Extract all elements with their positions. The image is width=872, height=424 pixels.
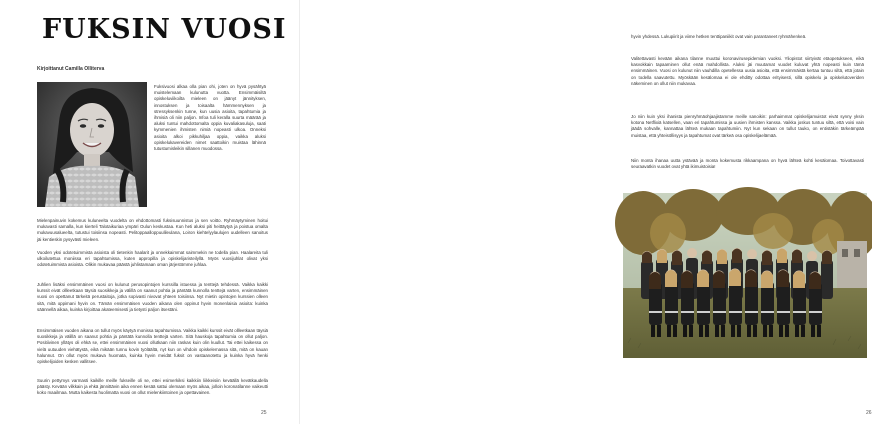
paragraph: Niin monta ihanaa uutta ystävää ja monta kokemusta rikkaampana on hyvä lähteä kohti kesälomaa. Toivottavasti seuraavatkin vuodet ovat yhtä ikimuistoisia!: [631, 158, 864, 170]
page-number-left: 25: [261, 410, 267, 416]
paragraph: Ensimmäisen vuoden aikana on tullut myös käytyä monissa tapahtumissa. Vaikka kaikki kurssit eivät ollleetkaan täysiä suosikkeja ja välillä on saanut pohtia ja päntätä kunnolla tenttejä varten. Sitä hauskoja tapahtumia on ollut paljon. Positiivinen yllätys oli ehkä se, ettei ensimmäinen vuosi ollutkaan niin raskas kuin olin kuullut. Tai ettei kaikessa on vielä uutuuden viehätystä, eikä mikään tunnu kovin työläältä, nyt kun on vihdoin opiskelemassa sitä, mitä on kauan halunnut. On ollut myös mukava huomata, kuinka hyvin meidät fuksit on vastaanotettu ja kuinka hyvä henki opiskelijoiden kesken vallitsee.: [37, 328, 268, 365]
group-photo: [623, 193, 867, 358]
paragraph: Juhlien lisäksi ensimmäinen vuosi on kulunut perusopintojen kurssilla istuessa ja tenttejä tehdessä. Vaikka kaikki kurssit eivät ollleetkaan täysiä suosikkeja ja välillä on saanut pohtia ja päntätä kunnolla tenttejä varten, ensimmäinen vuosi on opettanut tärkeitä perustaitoja, jotka sopivasti nivovat yhteen toisiinsa. Nyt mietin opintojen kurssien olleen sitä, mitä oppimani hyvin on. Tämän ensimmäisen vuoden aikana olen oppinut hyvin monenlaisia asioita: kuinka säännellä aikaa, kuinka kirjoittaa akateemisesti ja tietysti paljon itsestäni.: [37, 282, 268, 312]
paragraph: Suurin pettymys varmasti kaikille meille fukseille oli se, ettei esimerkiksi kaikkiin liikkeisiin keväällä kevätkaudella päästy. Kevään vilkkain ja ehkä jännittävin aika ennen kesää sattui olemaan myös aikaa, jolloin koronatilanne vaikeutti koko maailmaa. Mutta kaikesta huolimatta vuosi on ollut mielenkiintoinen ja opettavainen.: [37, 378, 268, 396]
group-photo-icon: [623, 193, 867, 358]
intro-side-column: Fuksivuosi alkaa olla pian ohi, joten on hyvä pysähtyä muistelemaan kulunutta vuotta. Ensimmäisiltä opiskeluviikoilta mieleen on jäänyt jännityksen, innostuksen ja toisaalta hämmennyksen ja stressyksenkin tunne, kun uusia asioita, tapahtumia ja ihmisiä oli niin paljon. Infoa tuli keralla suurta määrää ja aluksi tuntui mahdottomalta oppia kuvaliakasuluja, saati kymmenien ihmisten nimiä nopeasti ulkoa. Onneksi asioita alkoi pikkuhiljaa oppia, vaikka aluksi opiskelukavereiden nimet saattoikin muistaa lähinnä tutustumisleikin sillanen muodossa.: [154, 84, 266, 152]
page-number-right: 26: [866, 410, 872, 416]
portrait-photo-icon: [37, 82, 147, 207]
article-byline: Kirjoittanut Camilla Olliterva: [37, 66, 105, 72]
article-title: FUKSIN VUOSI: [42, 14, 287, 45]
paragraph: hyvin yhdessä. Lukupiirit ja viime hetken tenttipaniikit ovat vain parantaneet ryhmähenkeä.: [631, 34, 807, 39]
paragraph: Vuoden yksi odotetuimmista asioista oli tietenkin haalarit ja onnekkaimmat saimmekin ne todella pian. Haalareita tuli ulkoilutettua moniissa eri tapahtumissa, kuten appropilla ja opiskelijaristeilyllä. Myös vuosijuhlat olivat yksi odotetuimmista asioista. Olikin mukavaa päästä juhlistamaan oman järjestömme juhlaa.: [37, 250, 268, 268]
left-page: [0, 0, 300, 424]
portrait-photo: [37, 82, 147, 207]
right-page: [300, 0, 872, 424]
paragraph: Mielenpainuvin kokemus kuluneelta vuodelta on ehdottomasti fuksisuunnistus ja sen voitto. Ryhmäytyminen hoitui mukavasti samalla, kun kierteli Talotaikuriaa ympäri Oulun keskustaa. Kun heti aluksi piti heittäytyä ja poistua omalta mukavuusalueelta, tutustui toisiinsa nopeasti. Pelitoppaalloppuulileulana, Loiron kiehtelyylaulujen uudelleen sanoitus jäi kentieskin pysyvästi mieleen.: [37, 218, 268, 242]
paragraph: Jo niin kuin yksi ihanista pienryhmäohjaajistamme meille sanoikin: parhaimmat opiskelijamuistot eivät synny yksin kotona Netflixiä katsellen, vaan eri tapahtumissa ja uusien ihmisten kanssa. Vaikka joskus tuntuu siltä, että voisi vain jäädä sohvalle, kannattaa lähteä mukaan tapahtumiin. Nyt kun sekaan on tullut tauko, on entistäkin tärkeämpää muistaa, että yhteisöllisyys ja tapahtumat ovat tärkeä osa opiskelijaelämää.: [631, 114, 864, 138]
paragraph: Valitettavasti kevään aikana tilanne muuttui koronavirusepidemian vuoksi. Yliopistot siirtyivät etäopetukseen, eikä kasvokkain tapaaminen ollut enää mahdollista. Aluksi jäi muutamat vuodet kuluvat yhtä nopeasti kuin tämä ensimmäinen. Vuosi on kulunut niin vauhdilla opetellessa uusia asioita, että ensimmäistä kertaa tuntuu siltä, että jotain on todella saavutettu. Myöskään kesälomaa ei ole ehditty odottaa erityisesti, sillä opiskelu ja opiskelutoveriden näkeminen on ollut niin mukavaa.: [631, 56, 864, 86]
